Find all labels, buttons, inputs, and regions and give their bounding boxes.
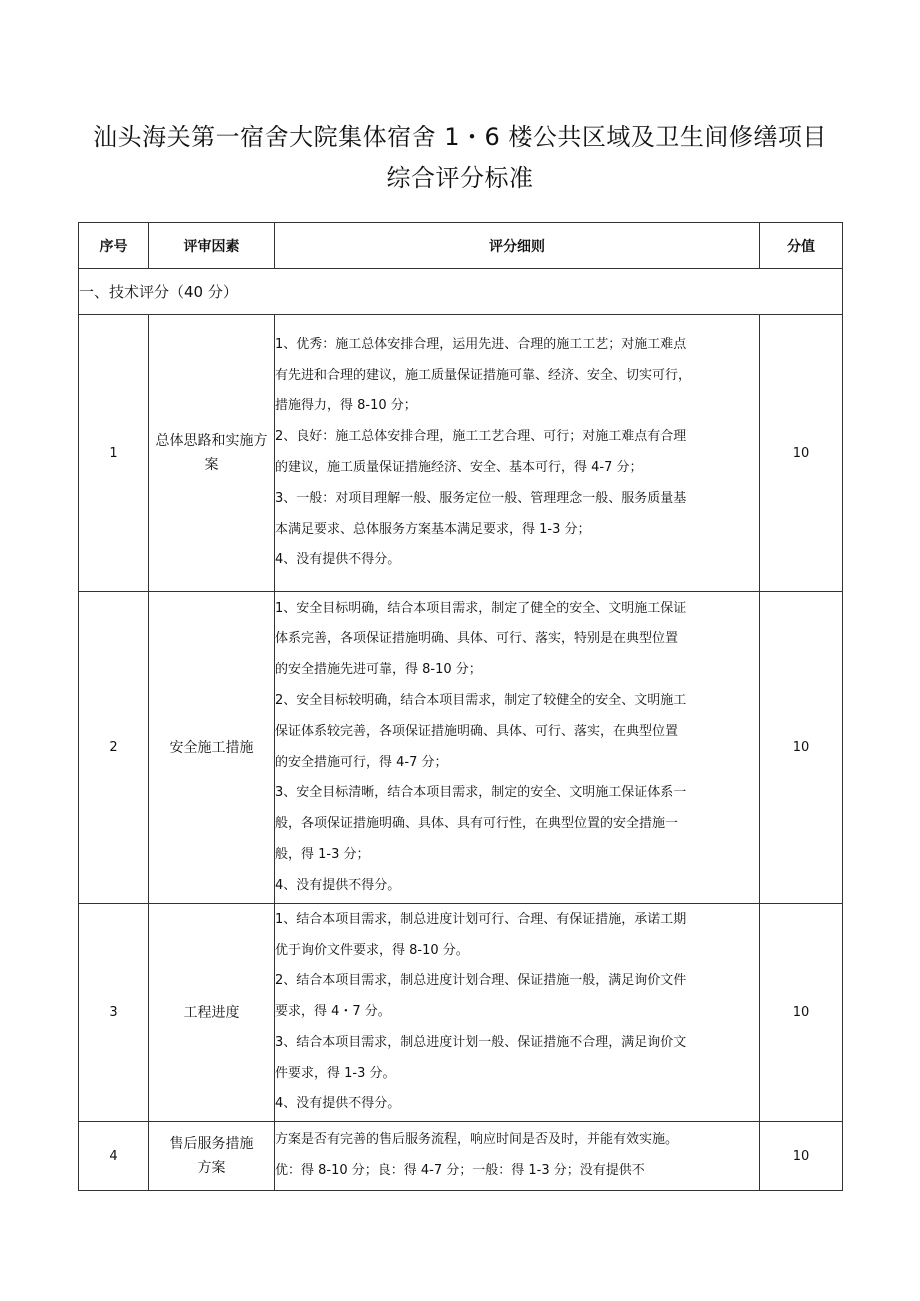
detail-line: 1、安全目标明确，结合本项目需求，制定了健全的安全、文明施工保证 [275, 600, 687, 616]
detail-line: 般，得 1-3 分； [275, 846, 370, 862]
row-score: 10 [760, 315, 843, 592]
detail-line: 2、安全目标较明确，结合本项目需求，制定了较健全的安全、文明施工 [275, 692, 687, 708]
detail-line: 4、没有提供不得分。 [275, 877, 401, 893]
detail-line: 要求，得 4・7 分。 [275, 1004, 391, 1020]
row-seq: 4 [79, 1122, 149, 1191]
table-row [79, 1122, 843, 1191]
header-score: 分值 [760, 223, 843, 269]
header-factor: 评审因素 [149, 223, 275, 269]
detail-line: 的安全措施可行，得 4-7 分； [275, 754, 448, 770]
detail-line: 优于询价文件要求，得 8-10 分。 [275, 942, 469, 958]
table-header-row [79, 223, 843, 269]
detail-line: 优：得 8-10 分；良：得 4-7 分；一般：得 1-3 分；没有提供不 [275, 1163, 645, 1178]
detail-line: 件要求，得 1-3 分。 [275, 1065, 396, 1081]
row-seq: 1 [79, 315, 149, 592]
detail-line: 1、优秀：施工总体安排合理，运用先进、合理的施工工艺；对施工难点 [275, 336, 687, 352]
detail-line: 保证体系较完善，各项保证措施明确、具体、可行、落实，在典型位置 [275, 723, 679, 739]
row-seq: 3 [79, 904, 149, 1122]
detail-line: 本满足要求、总体服务方案基本满足要求，得 1-3 分； [275, 521, 591, 537]
row-factor [149, 315, 275, 592]
document-title-line2: 综合评分标准 [386, 164, 534, 192]
row-factor [149, 592, 275, 904]
detail-line: 3、结合本项目需求，制总进度计划一般、保证措施不合理，满足询价文 [275, 1034, 687, 1050]
row-detail [275, 592, 760, 904]
row-factor [149, 904, 275, 1122]
table-row [79, 315, 843, 592]
factor-line: 安全施工措施 [169, 739, 254, 756]
factor-line: 总体思路和实施方 [155, 433, 268, 449]
row-detail [275, 1122, 760, 1191]
row-detail [275, 315, 760, 592]
detail-line: 有先进和合理的建议，施工质量保证措施可靠、经济、安全、切实可行， [275, 367, 692, 383]
detail-line: 3、安全目标清晰，结合本项目需求，制定的安全、文明施工保证体系一 [275, 785, 687, 801]
table-row [79, 592, 843, 904]
header-detail: 评分细则 [275, 223, 760, 269]
row-score: 10 [760, 592, 843, 904]
document-title-line1: 汕头海关第一宿舍大院集体宿舍 1・6 楼公共区域及卫生间修缮项目 [93, 123, 827, 151]
scoring-table [78, 222, 843, 1191]
detail-line: 2、结合本项目需求，制总进度计划合理、保证措施一般，满足询价文件 [275, 973, 687, 989]
header-seq: 序号 [79, 223, 149, 269]
detail-line: 体系完善，各项保证措施明确、具体、可行、落实，特别是在典型位置 [275, 631, 679, 647]
detail-line: 方案是否有完善的售后服务流程，响应时间是否及时，并能有效实施。 [275, 1132, 679, 1148]
detail-line: 措施得力，得 8-10 分； [275, 398, 417, 414]
detail-line: 的安全措施先进可靠，得 8-10 分； [275, 662, 482, 678]
row-score: 10 [760, 1122, 843, 1191]
detail-line: 1、结合本项目需求，制总进度计划可行、合理、有保证措施，承诺工期 [275, 911, 687, 927]
detail-line: 2、良好：施工总体安排合理，施工工艺合理、可行；对施工难点有合理 [275, 429, 687, 445]
factor-line: 工程进度 [183, 1004, 240, 1021]
detail-line: 的建议，施工质量保证措施经济、安全、基本可行，得 4-7 分； [275, 460, 643, 475]
detail-line: 4、没有提供不得分。 [275, 552, 401, 568]
factor-line: 案 [204, 457, 219, 473]
row-factor [149, 1122, 275, 1191]
section-row [79, 269, 843, 315]
row-detail [275, 904, 760, 1122]
detail-line: 3、一般：对项目理解一般、服务定位一般、管理理念一般、服务质量基 [275, 490, 687, 506]
factor-line: 方案 [197, 1160, 226, 1176]
detail-line: 般，各项保证措施明确、具体、具有可行性，在典型位置的安全措施一 [275, 816, 679, 832]
row-seq: 2 [79, 592, 149, 904]
row-score: 10 [760, 904, 843, 1122]
table-row [79, 904, 843, 1122]
section-label: 一、技术评分（40 分） [79, 269, 843, 315]
factor-line: 售后服务措施 [169, 1136, 254, 1152]
detail-line: 4、没有提供不得分。 [275, 1096, 401, 1112]
